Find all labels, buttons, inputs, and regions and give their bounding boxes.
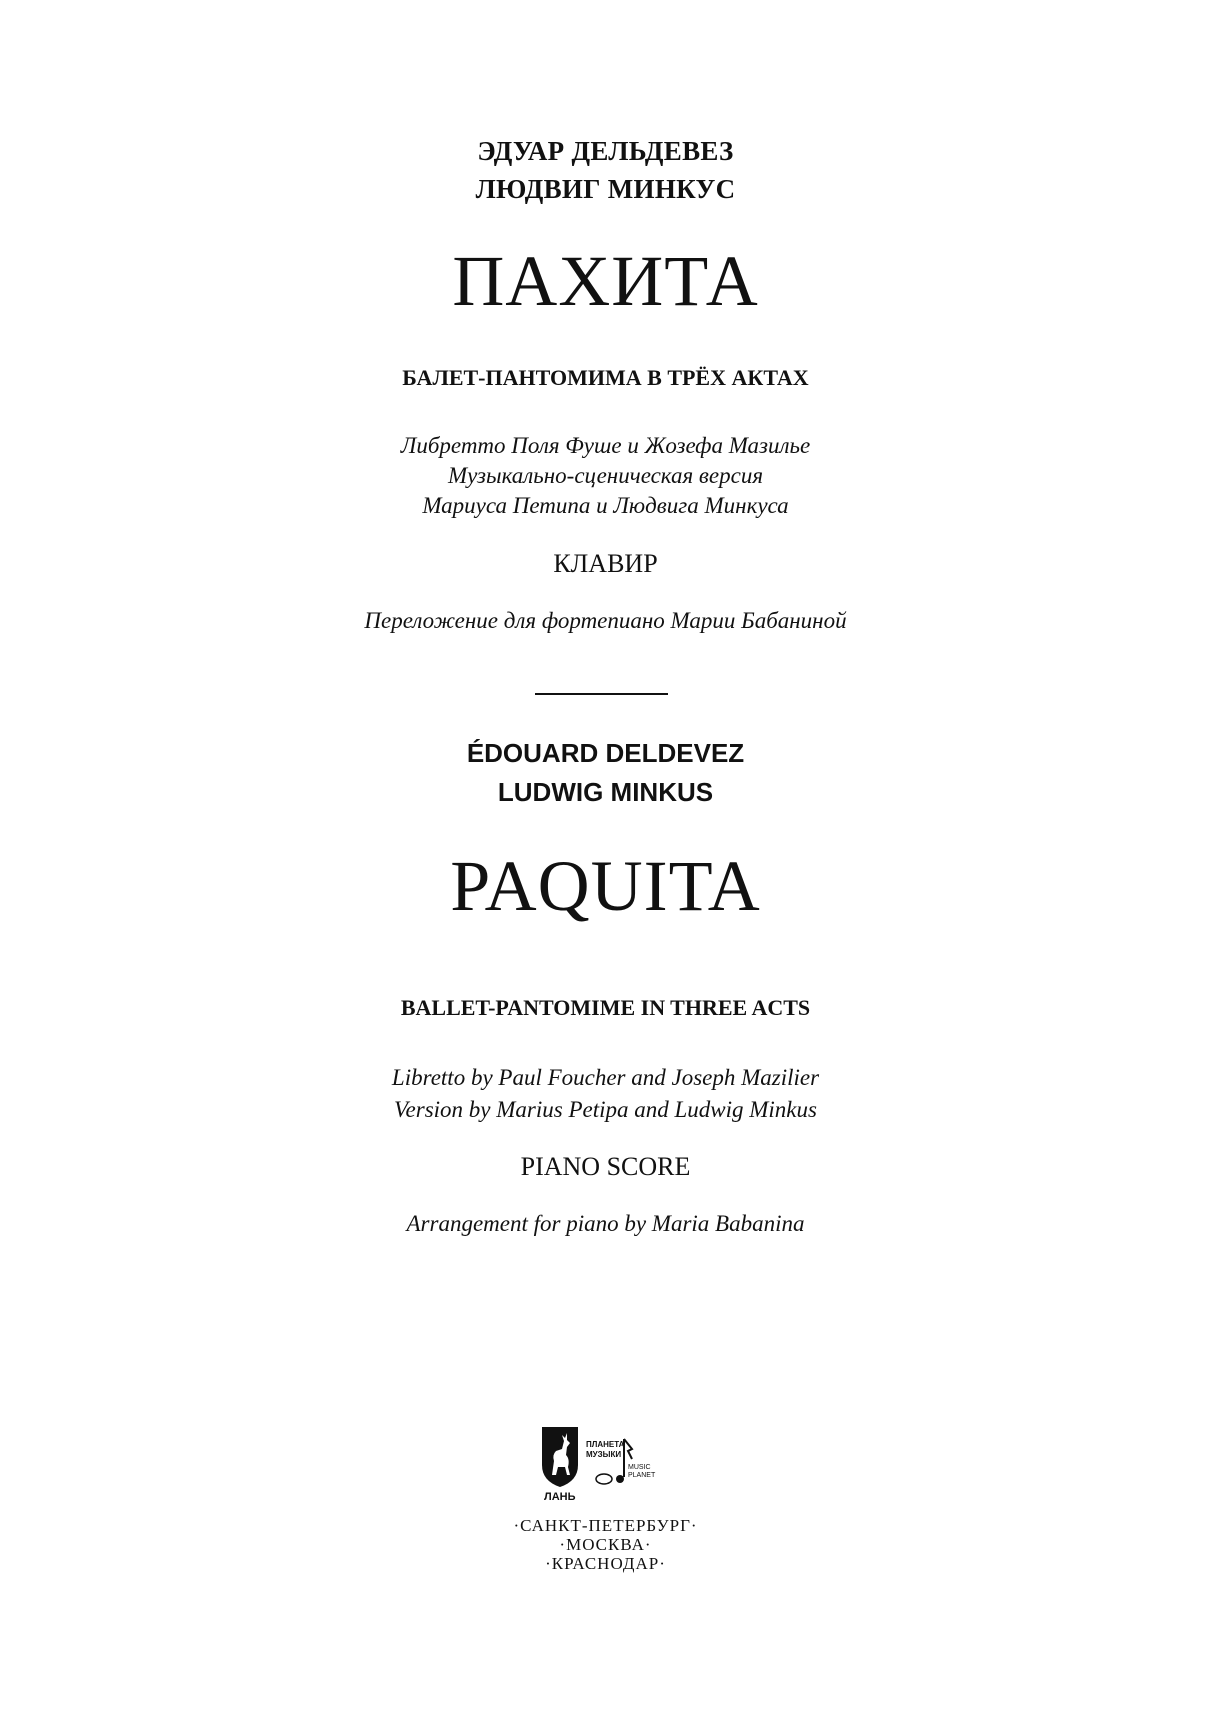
arrangement-ru: Переложение для фортепиано Марии Бабаниной bbox=[364, 608, 847, 633]
publisher-city-2: ·МОСКВА· bbox=[559, 1535, 652, 1554]
genre-ru: КЛАВИР bbox=[553, 549, 658, 578]
author-ru-1: ЭДУАР ДЕЛЬДЕВЕЗ bbox=[477, 136, 734, 166]
libretto-ru-1: Либретто Поля Фуше и Жозефа Мазилье bbox=[400, 433, 811, 458]
title-ru: ПАХИТА bbox=[452, 241, 759, 321]
author-en-2: LUDWIG MINKUS bbox=[497, 777, 714, 807]
libretto-en-1: Libretto by Paul Foucher and Joseph Mazilier bbox=[391, 1065, 820, 1090]
planet-logo-text-en-1: MUSIC bbox=[628, 1464, 651, 1471]
libretto-ru-3: Мариуса Петипа и Людвига Минкуса bbox=[422, 493, 789, 518]
lan-logo-icon bbox=[540, 1425, 680, 1503]
author-ru-2: ЛЮДВИГ МИНКУС bbox=[475, 174, 736, 204]
title-en: PAQUITA bbox=[450, 846, 761, 926]
lan-logo-text: ЛАНЬ bbox=[544, 1491, 576, 1503]
publisher-city-3: ·КРАСНОДАР· bbox=[545, 1554, 666, 1573]
publisher-city-1: ·САНКТ-ПЕТЕРБУРГ· bbox=[513, 1516, 698, 1535]
planet-logo-text-ru-2: МУЗЫКИ bbox=[586, 1450, 622, 1459]
planet-logo-text-ru-1: ПЛАНЕТА bbox=[586, 1440, 625, 1449]
subtitle-en: BALLET-PANTOMIME IN THREE ACTS bbox=[400, 995, 811, 1020]
libretto-ru-2: Музыкально-сценическая версия bbox=[447, 463, 764, 488]
planet-logo-text-en-2: PLANET bbox=[628, 1472, 656, 1479]
subtitle-ru: БАЛЕТ-ПАНТОМИМА В ТРЁХ АКТАХ bbox=[402, 365, 809, 390]
libretto-en-2: Version by Marius Petipa and Ludwig Minkus bbox=[394, 1097, 817, 1122]
divider bbox=[535, 693, 668, 695]
author-en-1: ÉDOUARD DELDEVEZ bbox=[466, 738, 745, 768]
publisher-logos bbox=[540, 1425, 680, 1503]
arrangement-en: Arrangement for piano by Maria Babanina bbox=[406, 1211, 805, 1236]
genre-en: PIANO SCORE bbox=[520, 1152, 691, 1181]
